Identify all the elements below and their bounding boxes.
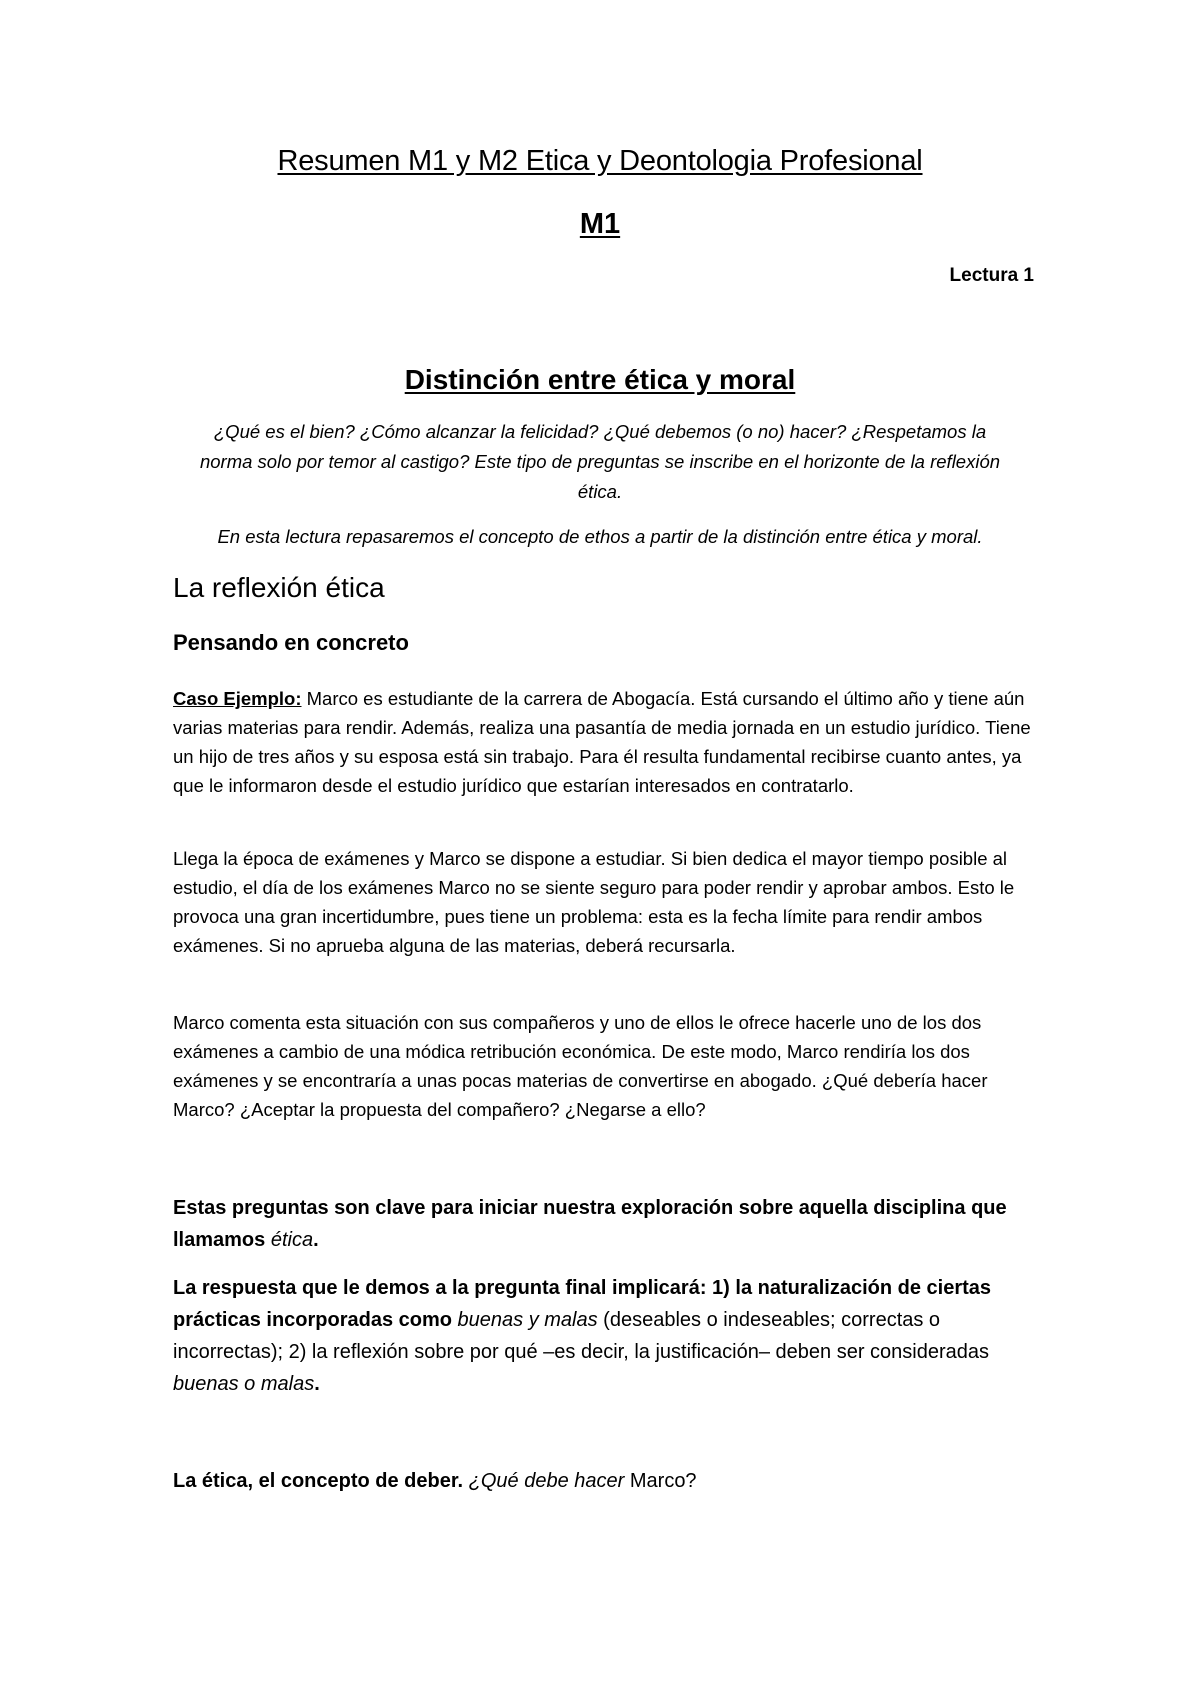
module-title: M1: [579, 208, 621, 240]
section-title: Distinción entre ética y moral: [404, 364, 796, 395]
bold-paragraph-3: [173, 1465, 1045, 1497]
bold-1-text: Estas preguntas son clave para iniciar nuestra exploración sobre aquella disciplina que llamamos: [173, 1197, 1007, 1251]
bold-1-end: .: [313, 1229, 319, 1251]
bold-3-b: Marco?: [624, 1470, 697, 1492]
bold-paragraph-2: [173, 1272, 1045, 1400]
bold-2-end: .: [314, 1373, 320, 1395]
intro-questions: ¿Qué es el bien? ¿Cómo alcanzar la felicidad? ¿Qué debemos (o no) hacer? ¿Respetamos la norma solo por temor al castigo? Este tipo de preguntas se inscribe en el horizonte de la reflexión ética.: [199, 421, 1001, 502]
bold-3-a: La ética, el concepto de deber.: [173, 1470, 469, 1492]
bold-2-b: (deseables o indeseables; correctas o incorrectas); 2) la reflexión sobre por qué –es decir, la justificación– deben ser consideradas: [173, 1309, 989, 1363]
bold-paragraph-1: [173, 1192, 1045, 1256]
bold-1-italic: ética: [270, 1229, 314, 1251]
paragraph-2: Llega la época de exámenes y Marco se dispone a estudiar. Si bien dedica el mayor tiempo posible al estudio, el día de los exámenes Marco no se siente seguro para poder rendir y aprobar ambos. Esto le provoca una gran incertidumbre, pues tiene un problema: esta es la fecha límite para rendir ambos exámenes. Si no aprueba alguna de las materias, deberá recursarla.: [173, 848, 1015, 956]
document-title: Resumen M1 y M2 Etica y Deontologia Profesional: [277, 145, 923, 177]
bold-2-italic-2: buenas o malas: [173, 1373, 315, 1395]
paragraph-3: Marco comenta esta situación con sus compañeros y uno de ellos le ofrece hacerle uno de los dos exámenes a cambio de una módica retribución económica. De este modo, Marco rendiría los dos exámenes y se encontraría a unas pocas materias de convertirse en abogado. ¿Qué debería hacer Marco? ¿Aceptar la propuesta del compañero? ¿Negarse a ello?: [173, 1012, 988, 1120]
bold-3-italic: ¿Qué debe hacer: [468, 1470, 625, 1492]
bold-2-italic-1: buenas y malas: [457, 1309, 598, 1331]
bold-2-a: La respuesta que le demos a la pregunta final implicará: 1) la naturalización de ciertas prácticas incorporadas como: [173, 1277, 992, 1331]
heading-pensando-en-concreto: Pensando en concreto: [173, 630, 409, 655]
paragraph-1-text: Marco es estudiante de la carrera de Abogacía. Está cursando el último año y tiene aún varias materias para rendir. Además, realiza una pasantía de media jornada en un estudio jurídico. Tiene un hijo de tres años y su esposa está sin trabajo. Para él resulta fundamental recibirse cuanto antes, ya que le informaron desde el estudio jurídico que estarían interesados en contratarlo.: [173, 688, 1031, 796]
reading-label: Lectura 1: [949, 265, 1034, 286]
paragraph-case: [173, 684, 1045, 800]
heading-reflexion-etica: La reflexión ética: [173, 572, 385, 603]
case-label: Caso Ejemplo:: [173, 688, 302, 709]
intro-reading: En esta lectura repasaremos el concepto de ethos a partir de la distinción entre ética y moral.: [217, 526, 983, 547]
